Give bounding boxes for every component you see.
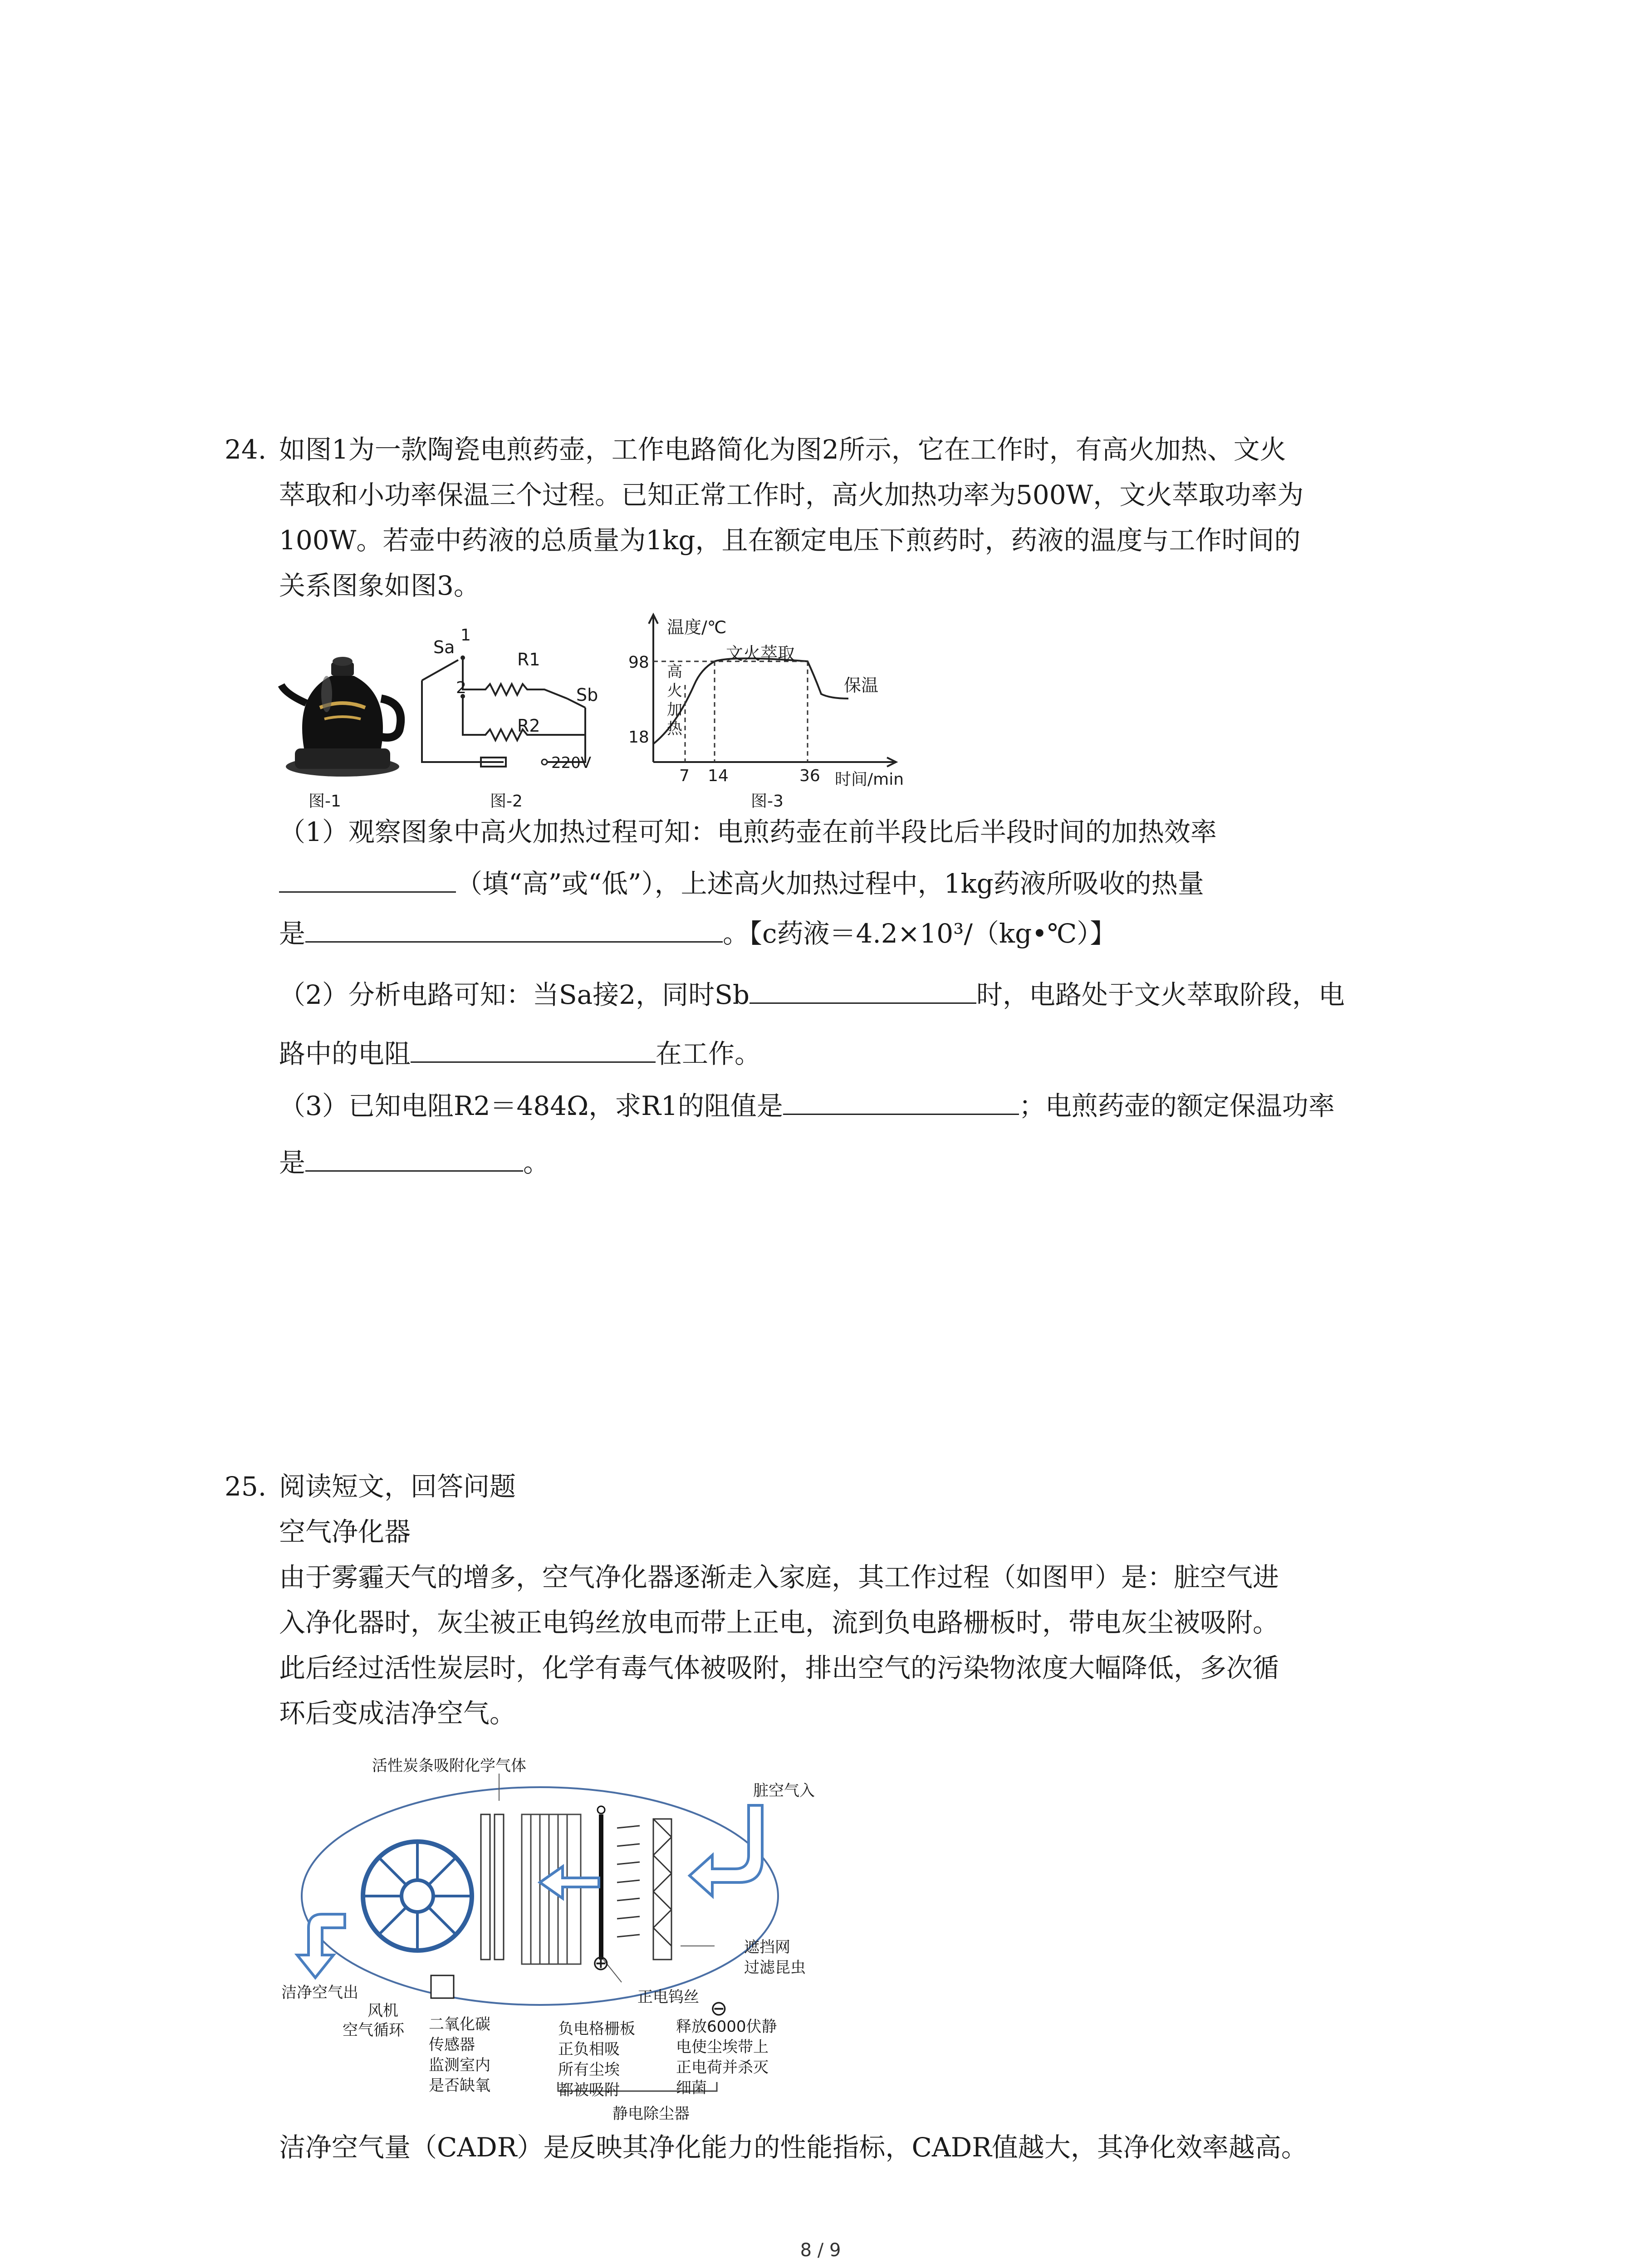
mesh-label-2: 过滤昆虫 <box>744 1959 806 1977</box>
q24-line-1: 如图1为一款陶瓷电煎药壶，工作电路简化为图2所示，它在工作时，有高火加热、文火 <box>279 434 1286 465</box>
release-line-2: 电使尘埃带上 <box>676 2038 769 2056</box>
graph-stage-keep: 保温 <box>844 675 879 695</box>
switch-sa-label: Sa <box>433 637 455 657</box>
answer-blank-heat[interactable] <box>305 919 723 943</box>
clean-air-out-label: 洁净空气出 <box>281 1984 358 2002</box>
graph-x14: 14 <box>708 767 729 785</box>
resistor-r1-label: R1 <box>517 650 540 670</box>
carbon-label: 活性炭条吸附化学气体 <box>372 1757 526 1775</box>
graph-stage-high: 高火加热 <box>667 663 682 738</box>
minus-sign: ⊖ <box>710 1996 728 2020</box>
q24-part1-line-a: （1）观察图象中高火加热过程可知：电煎药壶在前半段比后半段时间的加热效率 <box>279 816 1217 847</box>
q24-line-2: 萃取和小功率保温三个过程。已知正常工作时，高火加热功率为500W，文火萃取功率为 <box>279 479 1304 510</box>
co2-sensor-line-3: 监测室内 <box>429 2056 490 2074</box>
q25-line-2: 入净化器时，灰尘被正电钨丝放电而带上正电，流到负电路栅板时，带电灰尘被吸附。 <box>279 1607 1279 1638</box>
q24-part2-text-a-post: 时，电路处于文火萃取阶段，电 <box>976 979 1345 1010</box>
q24-part3-text-b-pre: 是 <box>279 1147 306 1178</box>
fan-label-2: 空气循环 <box>343 2021 404 2039</box>
q24-part1-text-b: （填“高”或“低”），上述高火加热过程中，1kg药液所吸收的热量 <box>456 868 1204 899</box>
co2-sensor-line-2: 传感器 <box>429 2036 475 2054</box>
q24-part2-text-b-post: 在工作。 <box>656 1038 761 1069</box>
q24-part3-text-a-pre: （3）已知电阻R2＝484Ω，求R1的阻值是 <box>279 1090 783 1121</box>
grid-plate-line-1: 负电格栅板 <box>558 2020 635 2038</box>
graph-y98: 98 <box>628 653 649 672</box>
q25-last-line: 洁净空气量（CADR）是反映其净化能力的性能指标，CADR值越大，其净化效率越高。 <box>279 2132 1308 2163</box>
q24-part3-text-a-post: ；电煎药壶的额定保温功率 <box>1019 1090 1335 1121</box>
graph-xlabel: 时间/min <box>835 770 904 789</box>
resistor-r2-label: R2 <box>517 716 540 736</box>
dirty-air-in-label: 脏空气入 <box>753 1782 815 1800</box>
contact-1-label: 1 <box>460 626 471 645</box>
graph-stage-extract: 文火萃取 <box>726 644 795 664</box>
q24-part2-text-b-pre: 路中的电阻 <box>279 1038 411 1069</box>
page-number: 8 / 9 <box>800 2240 841 2261</box>
release-line-3: 正电荷并杀灭 <box>676 2058 769 2077</box>
q24-part1-line-b <box>279 869 1204 897</box>
grid-plate-line-4: 都被吸附 <box>558 2081 620 2099</box>
answer-blank-keep-power[interactable] <box>305 1148 523 1172</box>
answer-blank-resistor[interactable] <box>411 1039 656 1063</box>
answer-blank-sb-state[interactable] <box>749 980 976 1004</box>
q25-title: 阅读短文，回答问题 <box>279 1471 516 1502</box>
q24-line-3: 100W。若壶中药液的总质量为1kg，且在额定电压下煎药时，药液的温度与工作时间的 <box>279 525 1301 556</box>
q24-part1-text-c-post: 。【c药液＝4.2×10³/（kg•℃）】 <box>723 918 1117 949</box>
q24-part3-line-b <box>279 1148 549 1176</box>
co2-sensor-line-1: 二氧化碳 <box>429 2015 490 2033</box>
q24-part3-text-b-post: 。 <box>523 1147 550 1178</box>
kettle-figure <box>277 635 408 780</box>
precipitator-label: 静电除尘器 <box>612 2105 690 2123</box>
fig1-caption: 图-1 <box>309 792 341 811</box>
grid-plate-line-3: 所有尘埃 <box>558 2061 620 2079</box>
voltage-label: 220V <box>551 754 592 772</box>
contact-2-label: 2 <box>456 679 466 697</box>
answer-blank-r1[interactable] <box>783 1091 1019 1115</box>
graph-x7: 7 <box>679 767 690 785</box>
q25-line-3: 此后经过活性炭层时，化学有毒气体被吸附，排出空气的污染物浓度大幅降低，多次循 <box>279 1652 1279 1683</box>
q24-part2-text-a-pre: （2）分析电路可知：当Sa接2，同时Sb <box>279 979 749 1010</box>
plus-sign: ⊕ <box>592 1950 610 1975</box>
q25-subtitle: 空气净化器 <box>279 1516 411 1547</box>
fan-label-1: 风机 <box>367 2002 398 2020</box>
q24-number: 24. <box>225 434 267 465</box>
graph-ylabel: 温度/℃ <box>667 617 727 637</box>
q24-part3-line-a <box>279 1091 1335 1119</box>
q24-part1-text-c-pre: 是 <box>279 918 306 949</box>
fig3-caption: 图-3 <box>751 792 784 811</box>
release-line-4: 细菌 <box>676 2079 707 2097</box>
q24-line-4: 关系图象如图3。 <box>279 570 480 601</box>
mesh-label-1: 遮挡网 <box>744 1938 790 1956</box>
answer-blank-efficiency[interactable] <box>279 869 456 893</box>
q24-part2-line-a <box>279 980 1345 1008</box>
tungsten-label: 正电钨丝 <box>637 1988 699 2006</box>
release-line-1: 释放6000伏静 <box>676 2018 777 2036</box>
q24-part1-line-c <box>279 919 1116 947</box>
q25-number: 25. <box>225 1471 267 1502</box>
q24-part2-line-b <box>279 1039 761 1067</box>
co2-sensor-line-4: 是否缺氧 <box>429 2077 490 2095</box>
grid-plate-line-2: 正负相吸 <box>558 2040 620 2058</box>
graph-x36: 36 <box>799 767 820 785</box>
graph-y18: 18 <box>628 728 649 747</box>
q25-line-4: 环后变成洁净空气。 <box>279 1698 516 1729</box>
switch-sb-label: Sb <box>576 685 598 705</box>
q25-line-1: 由于雾霾天气的增多，空气净化器逐渐走入家庭，其工作过程（如图甲）是：脏空气进 <box>279 1562 1279 1593</box>
fig2-caption: 图-2 <box>490 792 523 811</box>
